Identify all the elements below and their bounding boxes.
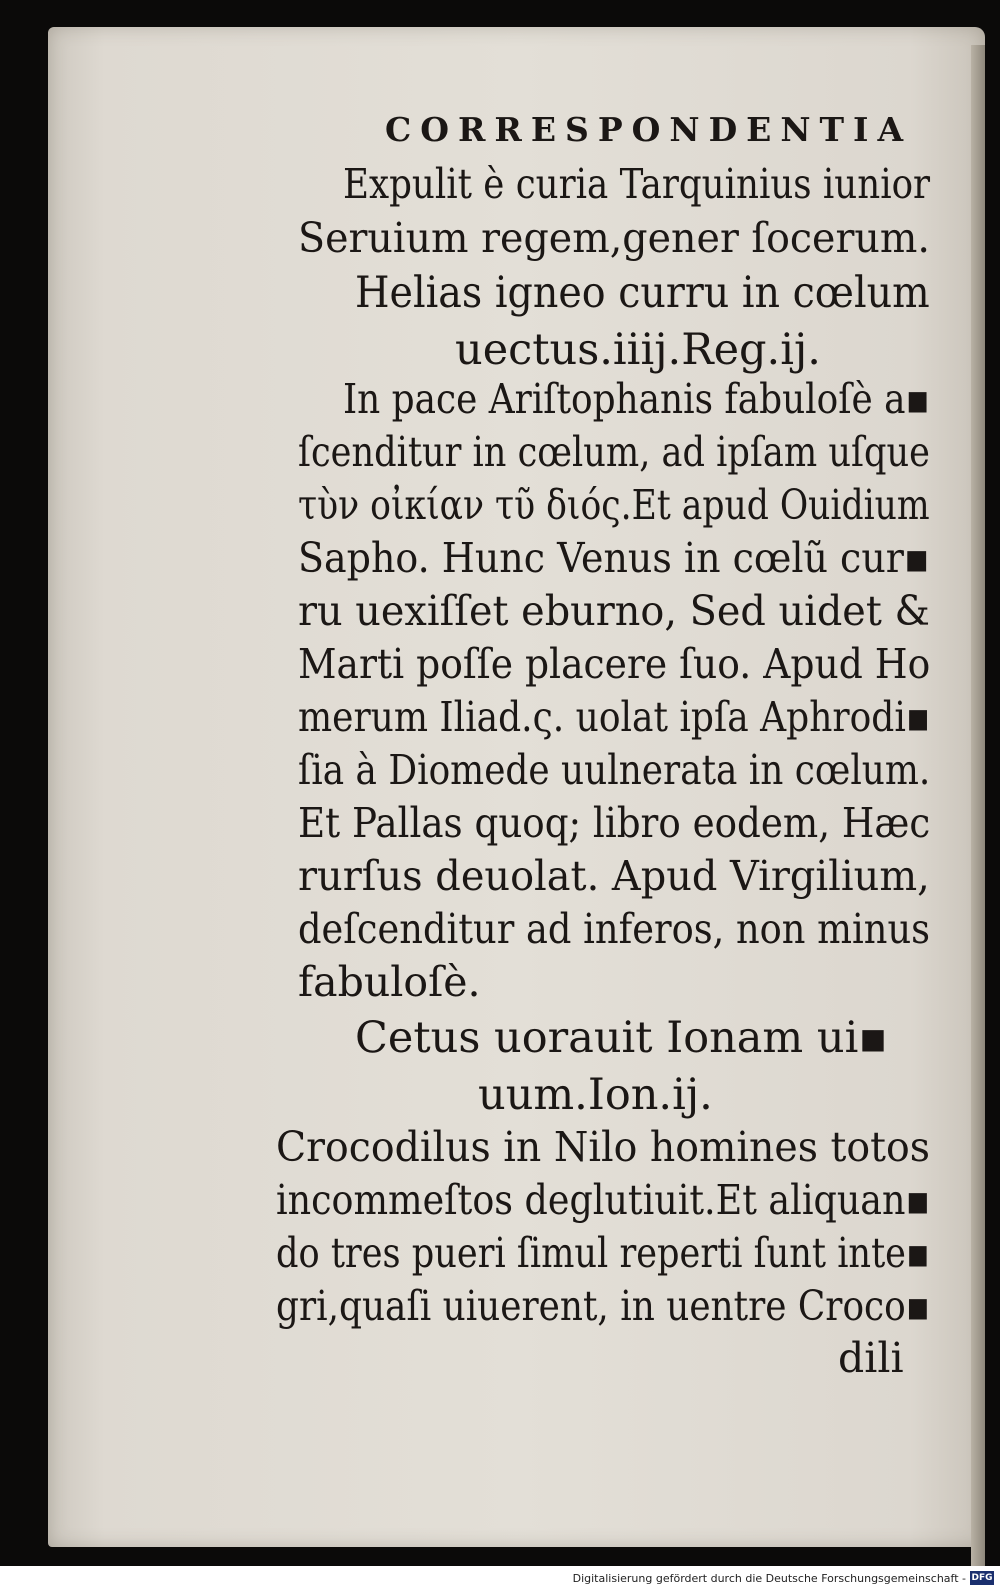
text-line: merum Iliad.ς. uolat ipſa Aphrodi▪ (298, 693, 931, 741)
text-line: ſia à Diomede uulnerata in cœlum. (298, 746, 931, 794)
text-line: Et Pallas quoq; libro eodem, Hæc (298, 799, 931, 847)
text-line: τὺν οἰκίαν τῦ διός.Et apud Ouidium (298, 481, 930, 529)
text-line: fabuloſè. (298, 958, 481, 1006)
section-heading: Helias igneo curru in cœlum (355, 268, 930, 318)
text-line: Expulit è curia Tarquinius iunior (343, 160, 931, 208)
text-line: ſcenditur in cœlum, ad ipſam uſque (298, 428, 930, 476)
running-head: CORRESPONDENTIA (385, 110, 913, 149)
text-line: incommeſtos deglutiuit.Et aliquan▪ (276, 1176, 931, 1224)
text-line: deſcenditur ad inferos, non minus (298, 905, 931, 953)
text-line: In pace Ariſtophanis fabuloſè a▪ (343, 375, 930, 423)
catchword: dili (838, 1334, 904, 1382)
section-heading: uectus.iiij.Reg.ij. (455, 325, 821, 375)
text-line: Sapho. Hunc Venus in cœlũ cur▪ (298, 534, 930, 582)
text-line: ru uexiſſet eburno, Sed uidet & (298, 587, 930, 635)
text-line: rurſus deuolat. Apud Virgilium, (298, 852, 930, 900)
text-line: Crocodilus in Nilo homines totos (276, 1123, 930, 1171)
text-line: gri,quaſi uiuerent, in uentre Croco▪ (276, 1282, 931, 1330)
footer-credit: Digitalisierung gefördert durch die Deutsche Forschungsgemeinschaft - (572, 1572, 966, 1585)
text-line: do tres pueri ſimul reperti ſunt inte▪ (276, 1229, 930, 1277)
dfg-logo: DFG (971, 1573, 993, 1583)
section-heading: uum.Ion.ij. (478, 1070, 713, 1120)
text-line: Seruium regem,gener ſocerum. (298, 214, 930, 262)
digitization-footer (0, 1566, 1000, 1588)
text-line: Marti poſſe placere ſuo. Apud Ho (298, 640, 931, 688)
page-edge (971, 45, 985, 1575)
section-heading: Cetus uorauit Ionam ui▪ (355, 1013, 888, 1063)
